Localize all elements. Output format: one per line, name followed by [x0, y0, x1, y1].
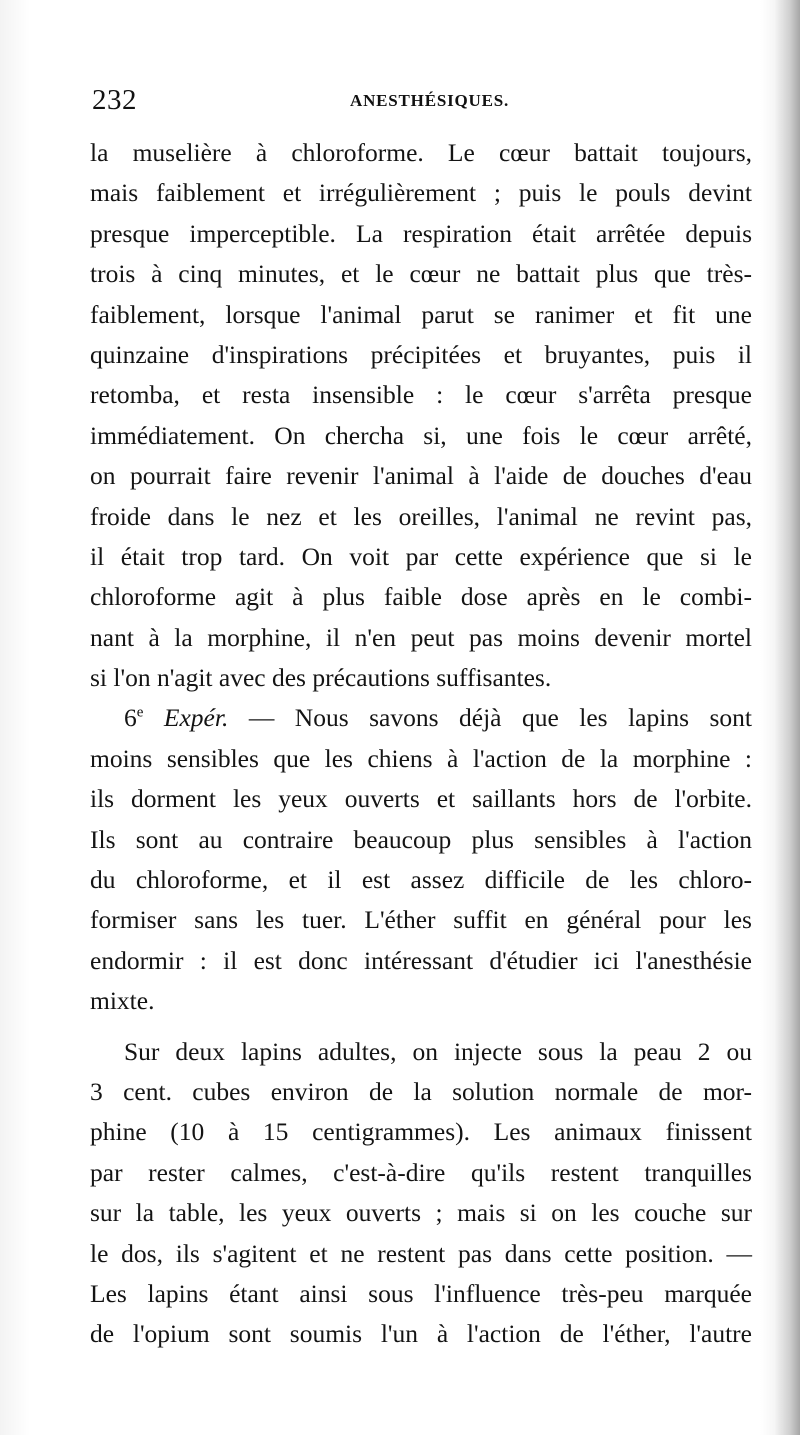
paragraph-gap: [90, 1022, 752, 1032]
experiment-label: Expér.: [163, 703, 229, 733]
text-line: on pourrait faire revenir l'animal à l'aide de douches d'eau: [90, 461, 752, 491]
text-line: ils dorment les yeux ouverts et saillants hors de l'orbite.: [90, 784, 752, 814]
text-line: moins sensibles que les chiens à l'action de la morphine :: [90, 743, 752, 773]
text-line: froide dans le nez et les oreilles, l'animal ne revint pas,: [90, 501, 752, 531]
text-line: du chloroforme, et il est assez difficile de les chloro-: [90, 865, 752, 895]
text-line: la muselière à chloroforme. Le cœur battait toujours,: [90, 138, 752, 167]
ordinal-suffix: e: [136, 704, 144, 721]
text-line: Sur deux lapins adultes, on injecte sous la peau 2 ou: [124, 1036, 752, 1066]
text-line: faiblement, lorsque l'animal parut se ranimer et fit une: [90, 299, 752, 329]
experiment-lead-text: — Nous savons déjà que les lapins sont: [228, 703, 752, 733]
page-number: 232: [92, 84, 137, 116]
text-line: trois à cinq minutes, et le cœur ne battait plus que très-: [90, 259, 752, 289]
text-line: 3 cent. cubes environ de la solution normale de mor-: [90, 1076, 752, 1106]
text-line: endormir : il est donc intéressant d'étudier ici l'anesthésie: [90, 945, 752, 975]
body-text: [90, 133, 752, 1355]
text-line: si l'on n'agit avec des précautions suffisantes.: [90, 663, 552, 693]
text-line: Ils sont au contraire beaucoup plus sensibles à l'action: [90, 824, 752, 854]
text-line: quinzaine d'inspirations précipitées et bruyantes, puis il: [90, 339, 752, 369]
text-line: immédiatement. On chercha si, une fois le cœur arrêté,: [90, 420, 752, 450]
text-line: sur la table, les yeux ouverts ; mais si on les couche sur: [90, 1198, 752, 1228]
text-line: formiser sans les tuer. L'éther suffit en général pour les: [90, 905, 752, 935]
page-header: [92, 82, 762, 118]
text-line: mixte.: [90, 986, 155, 1016]
experiment-heading-line: [90, 698, 752, 738]
experiment-number: 6: [124, 703, 137, 733]
text-line: Les lapins étant ainsi sous l'influence très-peu marquée: [90, 1278, 752, 1308]
text-line: presque imperceptible. La respiration était arrêtée depuis: [90, 218, 752, 248]
page-edge-shadow: [774, 0, 800, 1435]
text-line: mais faiblement et irrégulièrement ; puis le pouls devint: [90, 178, 752, 208]
text-line: par rester calmes, c'est-à-dire qu'ils restent tranquilles: [90, 1157, 752, 1187]
text-line: phine (10 à 15 centigrammes). Les animaux finissent: [90, 1117, 752, 1147]
running-title: ANESTHÉSIQUES.: [350, 91, 510, 110]
text-line: de l'opium sont soumis l'un à l'action de l'éther, l'autre: [90, 1319, 752, 1349]
text-line: il était trop tard. On voit par cette expérience que si le: [90, 541, 752, 571]
text-line: nant à la morphine, il n'en peut pas moins devenir mortel: [90, 622, 752, 652]
text-line: retomba, et resta insensible : le cœur s'arrêta presque: [90, 380, 752, 410]
text-line: le dos, ils s'agitent et ne restent pas dans cette position. —: [90, 1238, 752, 1268]
text-line: chloroforme agit à plus faible dose après en le combi-: [90, 582, 752, 612]
